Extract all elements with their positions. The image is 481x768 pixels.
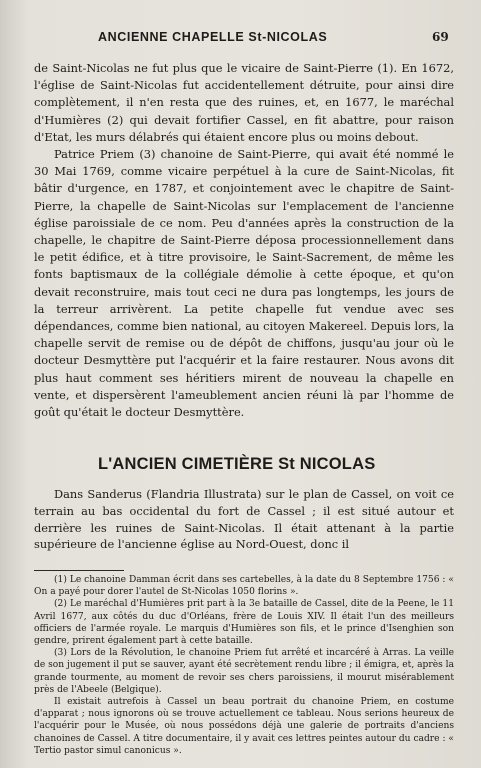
paragraph: de Saint-Nicolas ne fut plus que le vicaire de Saint-Pierre (1). En 1672, l'église de Saint-Nicolas fut accidentellement détruite, pour ainsi dire complètement, il n'en resta que des ruines, et, en 1677, le maréchal d'Humières (2) qui devait fortifier Cassel, en fit abattre, pour raison d'Etat, les murs délabrés qui étaient encore plus ou moins debout.: [34, 61, 454, 144]
footnote: Il existait autrefois à Cassel un beau portrait du chanoine Priem, en costume d'apparat ; nous ignorons où se trouve actuellement ce tableau. Nous serions heureux de l'acquérir pour le Musée, où nous possédons déjà une galerie de portraits d'anciens chanoines de Cassel. A titre documentaire, il y avait ces lettres peintes autour du cadre : « Tertio pastor simul canonicus ».: [34, 697, 454, 756]
running-title: ANCIENNE CHAPELLE St-NICOLAS: [98, 30, 328, 44]
footnotes: [34, 574, 454, 757]
main-text: [34, 60, 454, 421]
footnote: (1) Le chanoine Damman écrit dans ses cartebelles, à la date du 8 Septembre 1756 : « On a payé pour dorer l'autel de St-Nicolas 1050 florins ».: [34, 575, 454, 598]
footnote: (3) Lors de la Révolution, le chanoine Priem fut arrêté et incarcéré à Arras. La veille de son jugement il put se sauver, ayant été secrètement rendu libre ; il émigra, et, après la grande tourmente, au moment de revoir ses chers paroissiens, il mourut misérablement près de l'Abeele (Belgique).: [34, 648, 454, 695]
paragraph: Dans Sanderus (Flandria Illustrata) sur le plan de Cassel, on voit ce terrain au bas occidental du fort de Cassel ; il est situé autour et derrière les ruines de Saint-Nicolas. Il était attenant à la partie supérieure de l'ancienne église au Nord-Ouest, donc il: [34, 487, 454, 552]
footnote-divider: [34, 570, 124, 571]
section-text: [34, 486, 454, 553]
page-number: 69: [432, 30, 449, 44]
section-title: L'ANCIEN CIMETIÈRE St NICOLAS: [98, 455, 376, 473]
footnote: (2) Le maréchal d'Humières prit part à la 3e bataille de Cassel, dite de la Peene, le 11 Avril 1677, aux côtés du duc d'Orléans, frère de Louis XIV. Il était l'un des meilleurs officiers de l'armée royale. Le marquis d'Humières son fils, et le prince d'Isenghien son gendre, prirent également part à cette bataille.: [34, 599, 454, 647]
paragraph: Patrice Priem (3) chanoine de Saint-Pierre, qui avait été nommé le 30 Mai 1769, comme vicaire perpétuel à la cure de Saint-Nicolas, fit bâtir d'urgence, en 1787, et conjointement avec le chapitre de Saint-Pierre, la chapelle de Saint-Nicolas sur l'emplacement de l'ancienne église paroissiale de ce nom. Peu d'années après la construction de la chapelle, le chapitre de Saint-Pierre déposa processionnellement dans le petit édifice, et à titre provisoire, le Saint-Sacrement, de même les fonts baptismaux de la collégiale démolie à cette époque, et qu'on devait reconstruire, mais tout ceci ne dura pas longtemps, les jours de la terreur arrivèrent. La petite chapelle fut vendue avec ses dépendances, comme bien national, au citoyen Makereel. Depuis lors, la chapelle servit de remise ou de dépôt de chiffons, jusqu'au jour où le docteur Desmyttère put l'acquérir et la faire restaurer. Nous avons dit plus haut comment ses héritiers mirent de nouveau la chapelle en vente, et dispersèrent l'ameublement ancien réuni là par l'homme de goût qu'était le docteur Desmyttère.: [34, 147, 454, 420]
